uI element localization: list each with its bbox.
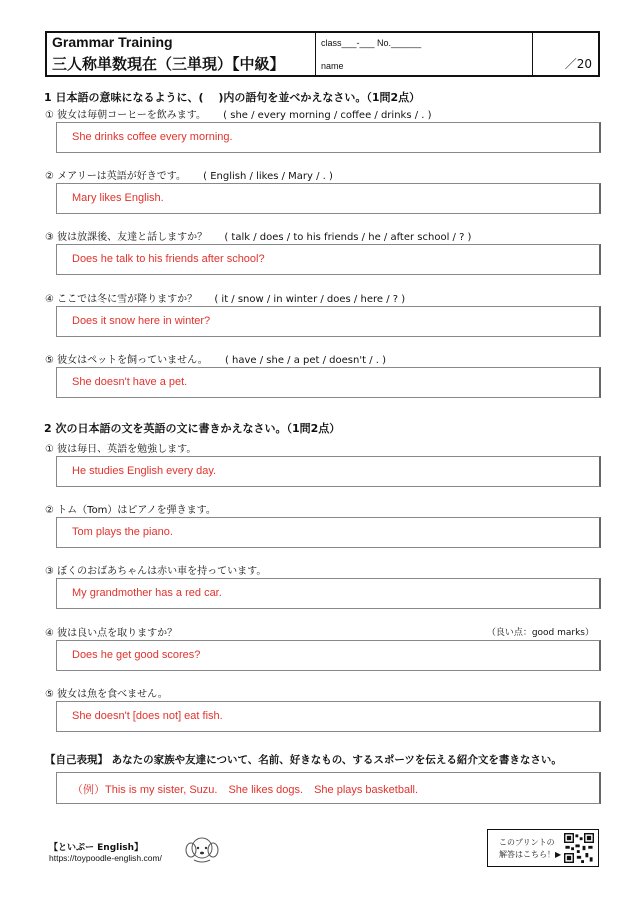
vocabulary-note: （良い点：good marks）: [486, 628, 594, 638]
question-number: ⑤: [45, 689, 54, 700]
title-japanese: 三人称単数現在（三単現）【中級】: [52, 55, 285, 73]
answer-text: Mary likes English.: [72, 192, 164, 204]
question-japanese: 彼は毎日、英語を勉強します。: [57, 444, 197, 455]
word-hint: ( English / likes / Mary / . ): [203, 171, 333, 182]
answer-box[interactable]: [56, 367, 601, 398]
question-prompt: [45, 685, 168, 700]
question-japanese: ぼくのおばあちゃんは赤い車を持っています。: [57, 566, 267, 577]
question-prompt: [45, 562, 266, 577]
answer-box[interactable]: [56, 183, 601, 214]
brand-name: 【といぷー English】: [49, 843, 144, 853]
word-hint: ( talk / does / to his friends / he / after school / ? ): [224, 232, 472, 243]
answer-text: She drinks coffee every morning.: [72, 131, 233, 143]
self-expression-heading: 【自己表現】 あなたの家族や友達について、名前、好きなもの、するスポーツを伝える紹介文を書きなさい。: [45, 754, 562, 766]
score-cell: [532, 33, 598, 75]
question-japanese: 彼女は魚を食べません。: [57, 689, 168, 700]
answer-box[interactable]: [56, 517, 601, 548]
answer-box[interactable]: [56, 244, 601, 275]
question-number: ④: [45, 294, 54, 305]
question-prompt: [45, 167, 333, 182]
answer-link-line1: このプリントの: [499, 838, 555, 847]
question-japanese: 彼女は毎朝コーヒーを飲みます。: [57, 110, 206, 121]
worksheet-header: [45, 31, 600, 77]
answer-text: He studies English every day.: [72, 465, 217, 477]
answer-link-line2: 解答はこちら！▶: [499, 850, 562, 859]
answer-text: She doesn't have a pet.: [72, 376, 188, 388]
answer-text: Tom plays the piano.: [72, 526, 173, 538]
score-total: ／20: [564, 57, 592, 71]
question-japanese: ここでは冬に雪が降りますか？: [57, 294, 198, 305]
answer-box[interactable]: [56, 640, 601, 671]
question-prompt: [45, 351, 386, 366]
question-japanese: トム（Tom）はピアノを弾きます。: [57, 505, 216, 516]
question-prompt: [45, 440, 196, 455]
question-prompt: [45, 106, 432, 121]
answer-box[interactable]: [56, 772, 601, 804]
title-english: Grammar Training: [52, 34, 173, 50]
title-cell: [47, 33, 316, 75]
site-url[interactable]: https://toypoodle-english.com/: [49, 853, 162, 863]
word-hint: ( have / she / a pet / doesn't / . ): [224, 355, 386, 366]
class-number-line: class___-___ No.______: [321, 38, 422, 48]
question-number: ⑤: [45, 355, 54, 366]
section1-heading: 1 日本語の意味になるように、( )内の語句を並べかえなさい。（1問2点）: [44, 91, 421, 104]
question-number: ①: [45, 444, 54, 455]
question-number: ②: [45, 171, 54, 182]
question-prompt: [45, 501, 216, 516]
word-hint: ( she / every morning / coffee / drinks / . ): [223, 110, 432, 121]
question-prompt: [45, 290, 405, 305]
answer-box[interactable]: [56, 701, 601, 732]
question-number: ①: [45, 110, 54, 121]
question-prompt: [45, 624, 177, 639]
section2-heading: 2 次の日本語の文を英語の文に書きかえなさい。（1問2点）: [44, 422, 341, 435]
answer-text: Does he talk to his friends after school?: [72, 253, 265, 265]
question-number: ③: [45, 566, 54, 577]
answer-box[interactable]: [56, 578, 601, 609]
question-japanese: 彼は良い点を取りますか？: [57, 628, 178, 639]
answer-box[interactable]: [56, 306, 601, 337]
answer-text: Does it snow here in winter?: [72, 315, 211, 327]
answer-text: My grandmother has a red car.: [72, 587, 222, 599]
answer-text: Does he get good scores?: [72, 649, 201, 661]
class-name-cell: [315, 33, 533, 75]
answer-text: （例）This is my sister, Suzu. She likes dogs. She plays basketball.: [72, 784, 419, 796]
name-label: name: [321, 61, 344, 71]
qr-code-icon[interactable]: [564, 833, 594, 863]
word-hint: ( it / snow / in winter / does / here / ? ): [214, 294, 406, 305]
answer-box[interactable]: [56, 122, 601, 153]
poodle-logo-icon: [182, 834, 222, 864]
question-number: ②: [45, 505, 54, 516]
answer-text: She doesn't [does not] eat fish.: [72, 710, 223, 722]
question-japanese: 彼女はペットを飼っていません。: [57, 355, 208, 366]
question-japanese: メアリーは英語が好きです。: [57, 171, 186, 182]
question-number: ④: [45, 628, 54, 639]
question-japanese: 彼は放課後、友達と話しますか？: [57, 232, 208, 243]
answer-link-box[interactable]: [487, 829, 599, 867]
answer-box[interactable]: [56, 456, 601, 487]
question-prompt: [45, 228, 471, 243]
question-number: ③: [45, 232, 54, 243]
